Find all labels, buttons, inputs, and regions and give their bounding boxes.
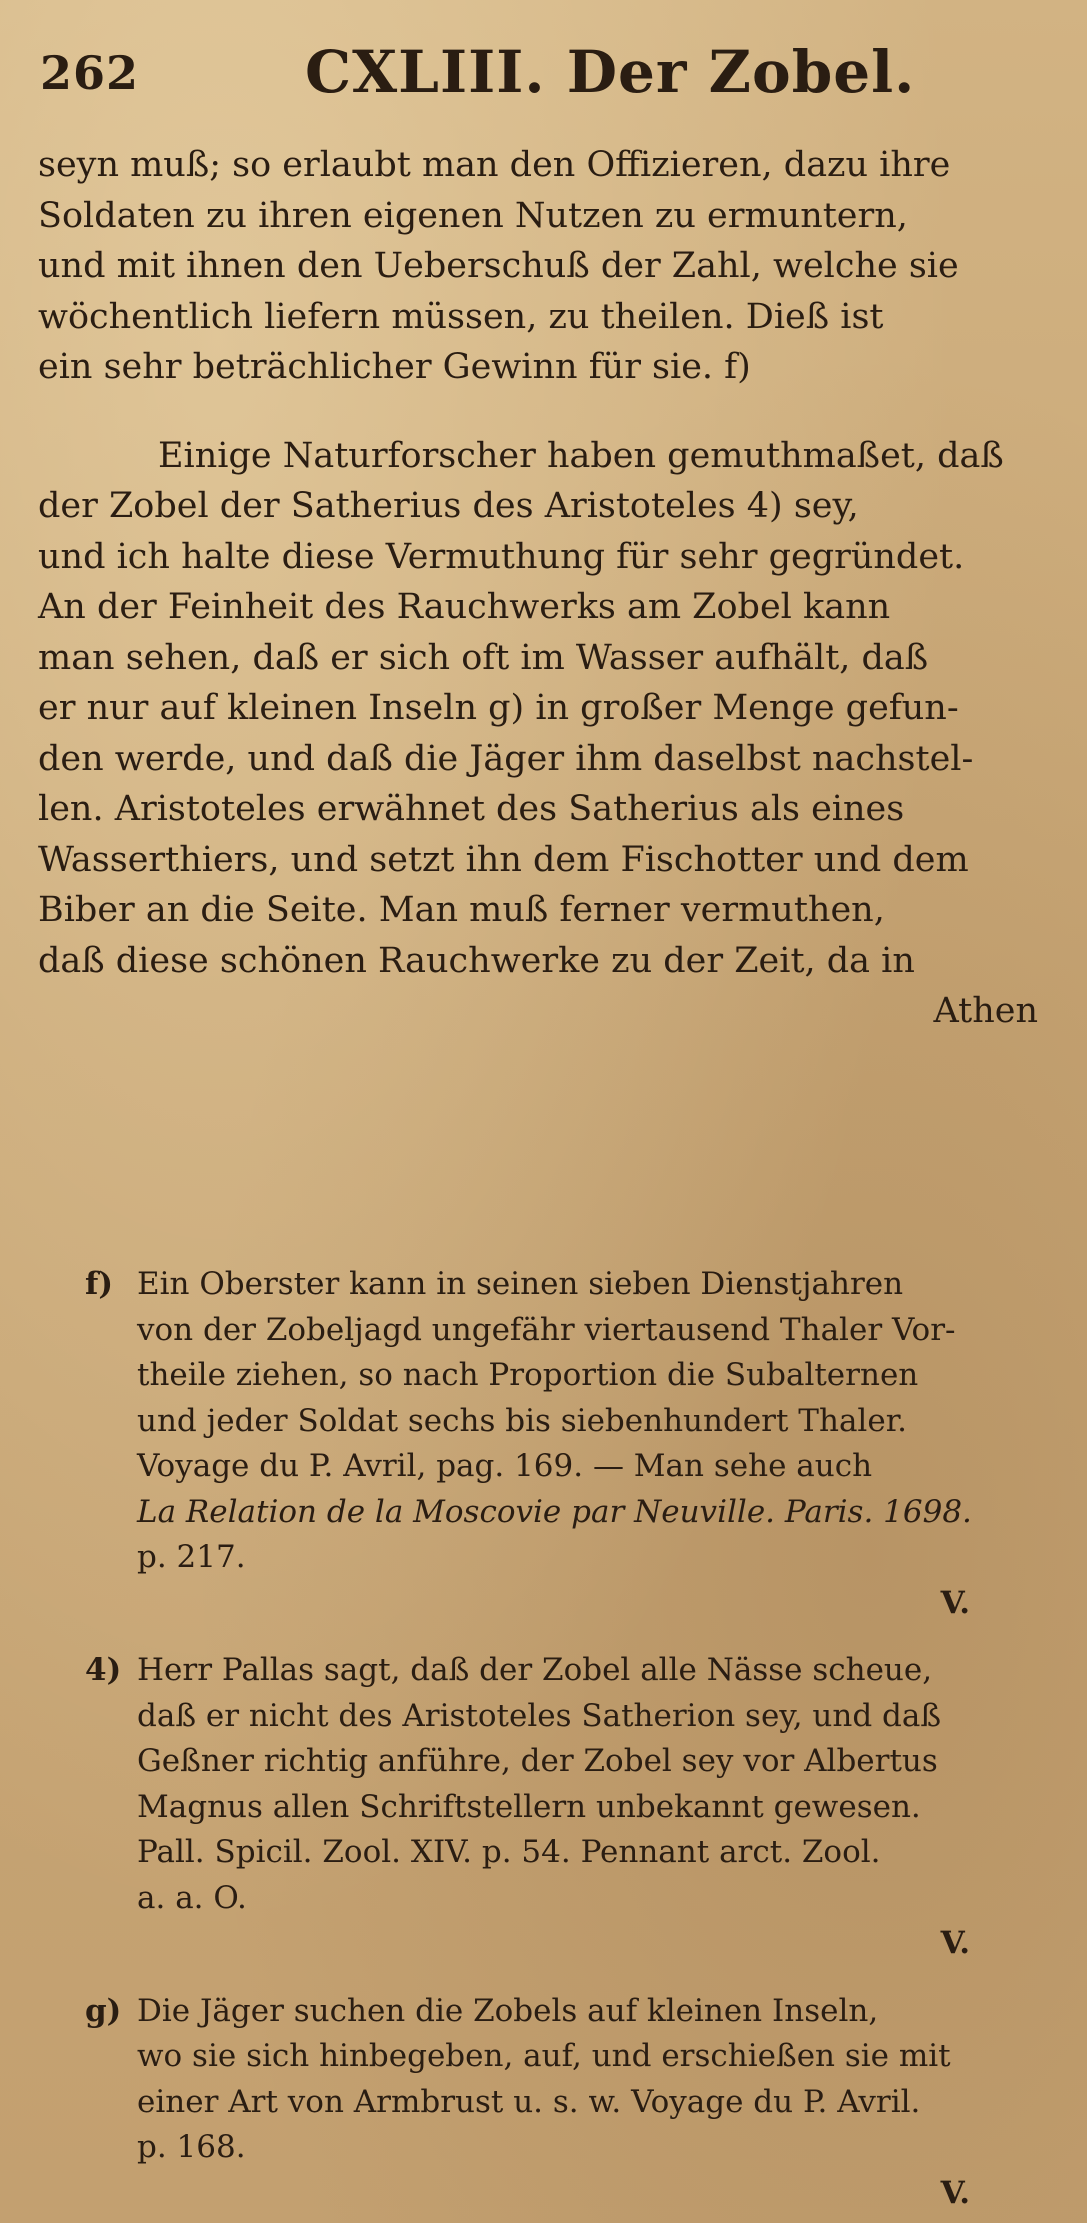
page-number: 262 xyxy=(40,46,140,100)
footnote-line: Geßner richtig anführe, der Zobel sey vor Albertus xyxy=(137,1743,938,1779)
footnote-line: Pall. Spicil. Zool. XIV. p. 54. Pennant arct. Zool. xyxy=(137,1834,881,1870)
text-line: den werde, und daß die Jäger ihm daselbst nachstel- xyxy=(38,738,974,779)
footnote-line: theile ziehen, so nach Proportion die Subalternen xyxy=(137,1357,919,1393)
text-line: Soldaten zu ihren eigenen Nutzen zu ermuntern, xyxy=(38,195,908,236)
footnote-line: und jeder Soldat sechs bis siebenhundert Thaler. xyxy=(137,1402,907,1439)
footnote-line: Voyage du P. Avril, pag. 169. — Man sehe auch xyxy=(137,1448,873,1484)
footnotes xyxy=(85,1262,1050,2223)
text-line: Biber an die Seite. Man muß ferner vermuthen, xyxy=(38,890,885,930)
footnote-line: von der Zobeljagd ungefähr viertausend Thaler Vor- xyxy=(137,1311,956,1348)
footnote-marker: g) xyxy=(85,1992,122,2029)
text-line: wöchentlich liefern müssen, zu theilen. Dieß ist xyxy=(38,296,884,337)
text-line: seyn muß; so erlaubt man den Offizieren, dazu ihre xyxy=(38,145,951,185)
footnote-text: Ein Oberster kann in seinen sieben Dienstjahren xyxy=(137,1266,904,1302)
text-line: und mit ihnen den Ueberschuß der Zahl, welche sie xyxy=(38,246,959,286)
footnote-text: Herr Pallas sagt, daß der Zobel alle Nässe scheue, xyxy=(137,1652,933,1688)
paragraph-1 xyxy=(38,140,1058,393)
footnote-line: wo sie sich hinbegeben, auf, und erschießen sie mit xyxy=(137,2038,951,2074)
text-line: der Zobel der Satherius des Aristoteles 4) sey, xyxy=(38,486,859,526)
main-text xyxy=(38,140,1058,1037)
footnote-line xyxy=(85,1989,1050,2035)
text-line: und ich halte diese Vermuthung für sehr gegründet. xyxy=(38,536,965,577)
footnote-line xyxy=(85,1262,1050,1308)
text-line: Wasserthiers, und setzt ihn dem Fischotter und dem xyxy=(38,839,969,880)
footnote-marker: f) xyxy=(85,1266,114,1302)
footnote-signature: V. xyxy=(940,1584,970,1621)
footnote-4 xyxy=(85,1648,1050,1967)
footnote-line: La Relation de la Moscovie par Neuville. Paris. 1698. xyxy=(137,1493,972,1530)
text-line: An der Feinheit des Rauchwerks am Zobel kann xyxy=(38,587,891,627)
footnote-signature: V. xyxy=(940,1925,970,1961)
footnote-g xyxy=(85,1989,1050,2217)
page-header xyxy=(40,38,1050,108)
footnote-line: p. 217. xyxy=(137,1539,246,1575)
text-line: ein sehr beträchlicher Gewinn für sie. f) xyxy=(38,347,751,387)
catchword: Athen xyxy=(933,991,1038,1031)
footnote-line: a. a. O. xyxy=(137,1879,247,1916)
footnote-line: daß er nicht des Aristoteles Satherion sey, und daß xyxy=(137,1697,942,1734)
footnote-text: Die Jäger suchen die Zobels auf kleinen Inseln, xyxy=(137,1992,879,2029)
running-head: CXLIII. Der Zobel. xyxy=(305,38,916,106)
text-line: man sehen, daß er sich oft im Wasser aufhält, daß xyxy=(38,637,929,678)
paragraph-2 xyxy=(38,431,1058,987)
footnote-signature: V. xyxy=(940,2174,970,2211)
text-line: daß diese schönen Rauchwerke zu der Zeit, da in xyxy=(38,940,915,981)
footnote-line: p. 168. xyxy=(137,2129,246,2165)
footnote-marker: 4) xyxy=(85,1652,122,1688)
footnote-f xyxy=(85,1262,1050,1626)
footnote-line: einer Art von Armbrust u. s. w. Voyage du P. Avril. xyxy=(137,2083,921,2120)
text-line: er nur auf kleinen Inseln g) in großer Menge gefun- xyxy=(38,688,959,728)
text-line: len. Aristoteles erwähnet des Satherius als eines xyxy=(38,789,905,829)
footnote-line: Magnus allen Schriftstellern unbekannt gewesen. xyxy=(137,1788,921,1825)
text-line: Einige Naturforscher haben gemuthmaßet, daß xyxy=(158,435,1004,476)
footnote-line xyxy=(85,1648,1050,1694)
